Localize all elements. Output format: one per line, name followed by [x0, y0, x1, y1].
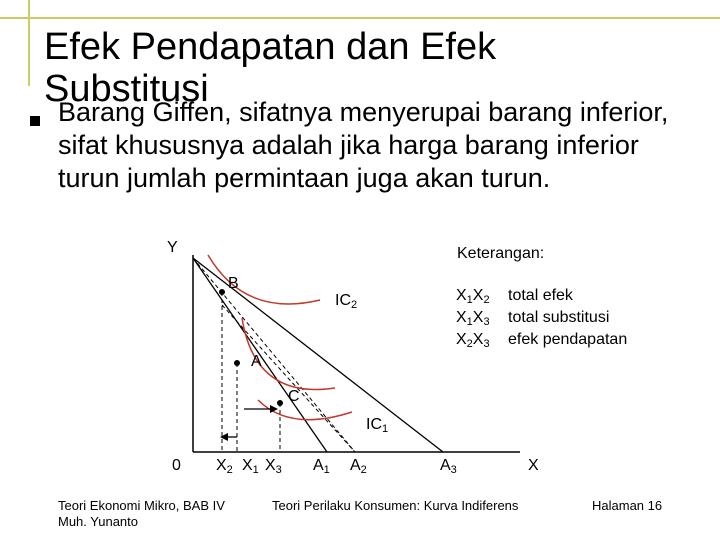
point-b-label: B: [228, 275, 239, 292]
x2-tick-label: X2: [216, 457, 233, 476]
ic2-label: IC2: [335, 292, 358, 311]
footer-center: Teori Perilaku Konsumen: Kurva Indiferens: [272, 498, 519, 513]
slide-title-line1: Efek Pendapatan dan Efek: [44, 26, 497, 68]
x1-tick-label: X1: [242, 457, 259, 476]
legend-row-2: X1X3 total substitusi: [456, 309, 610, 328]
a1-tick-label: A1: [313, 457, 330, 476]
footer-author: Muh. Yunanto: [58, 514, 138, 529]
point-a-label: A: [251, 353, 262, 370]
legend: [456, 245, 627, 350]
x-axis-label: X: [528, 457, 539, 474]
legend-row-3: X2X3 efek pendapatan: [456, 331, 628, 350]
arrow-x2-head: [220, 433, 228, 441]
footer-page-number: Halaman 16: [592, 498, 663, 513]
point-c: [277, 400, 283, 406]
parallel-dashed-line: [222, 305, 355, 452]
x3-tick-label: X3: [265, 457, 282, 476]
legend-title: Keterangan:: [457, 245, 545, 262]
bullet-text: Barang Giffen, sifatnya menyerupai barang inferior, sifat khususnya adalah jika harga barang inferior turun jumlah permintaan juga akan turun.: [58, 97, 669, 193]
point-c-label: C: [288, 388, 300, 405]
legend-row-1: X1X2 total efek: [456, 287, 573, 306]
origin-label: 0: [172, 457, 181, 474]
a2-tick-label: A2: [350, 457, 367, 476]
ic1-label: IC1: [366, 416, 389, 435]
footer-course: Teori Ekonomi Mikro, BAB IV: [58, 498, 225, 513]
y-axis-label: Y: [167, 239, 178, 256]
slide-title-line2: Substitusi: [44, 68, 209, 110]
footer-left: [58, 498, 258, 530]
point-b: [219, 289, 225, 295]
a3-tick-label: A3: [440, 457, 457, 476]
point-a: [234, 360, 240, 366]
budget-line-a2: [193, 258, 358, 452]
